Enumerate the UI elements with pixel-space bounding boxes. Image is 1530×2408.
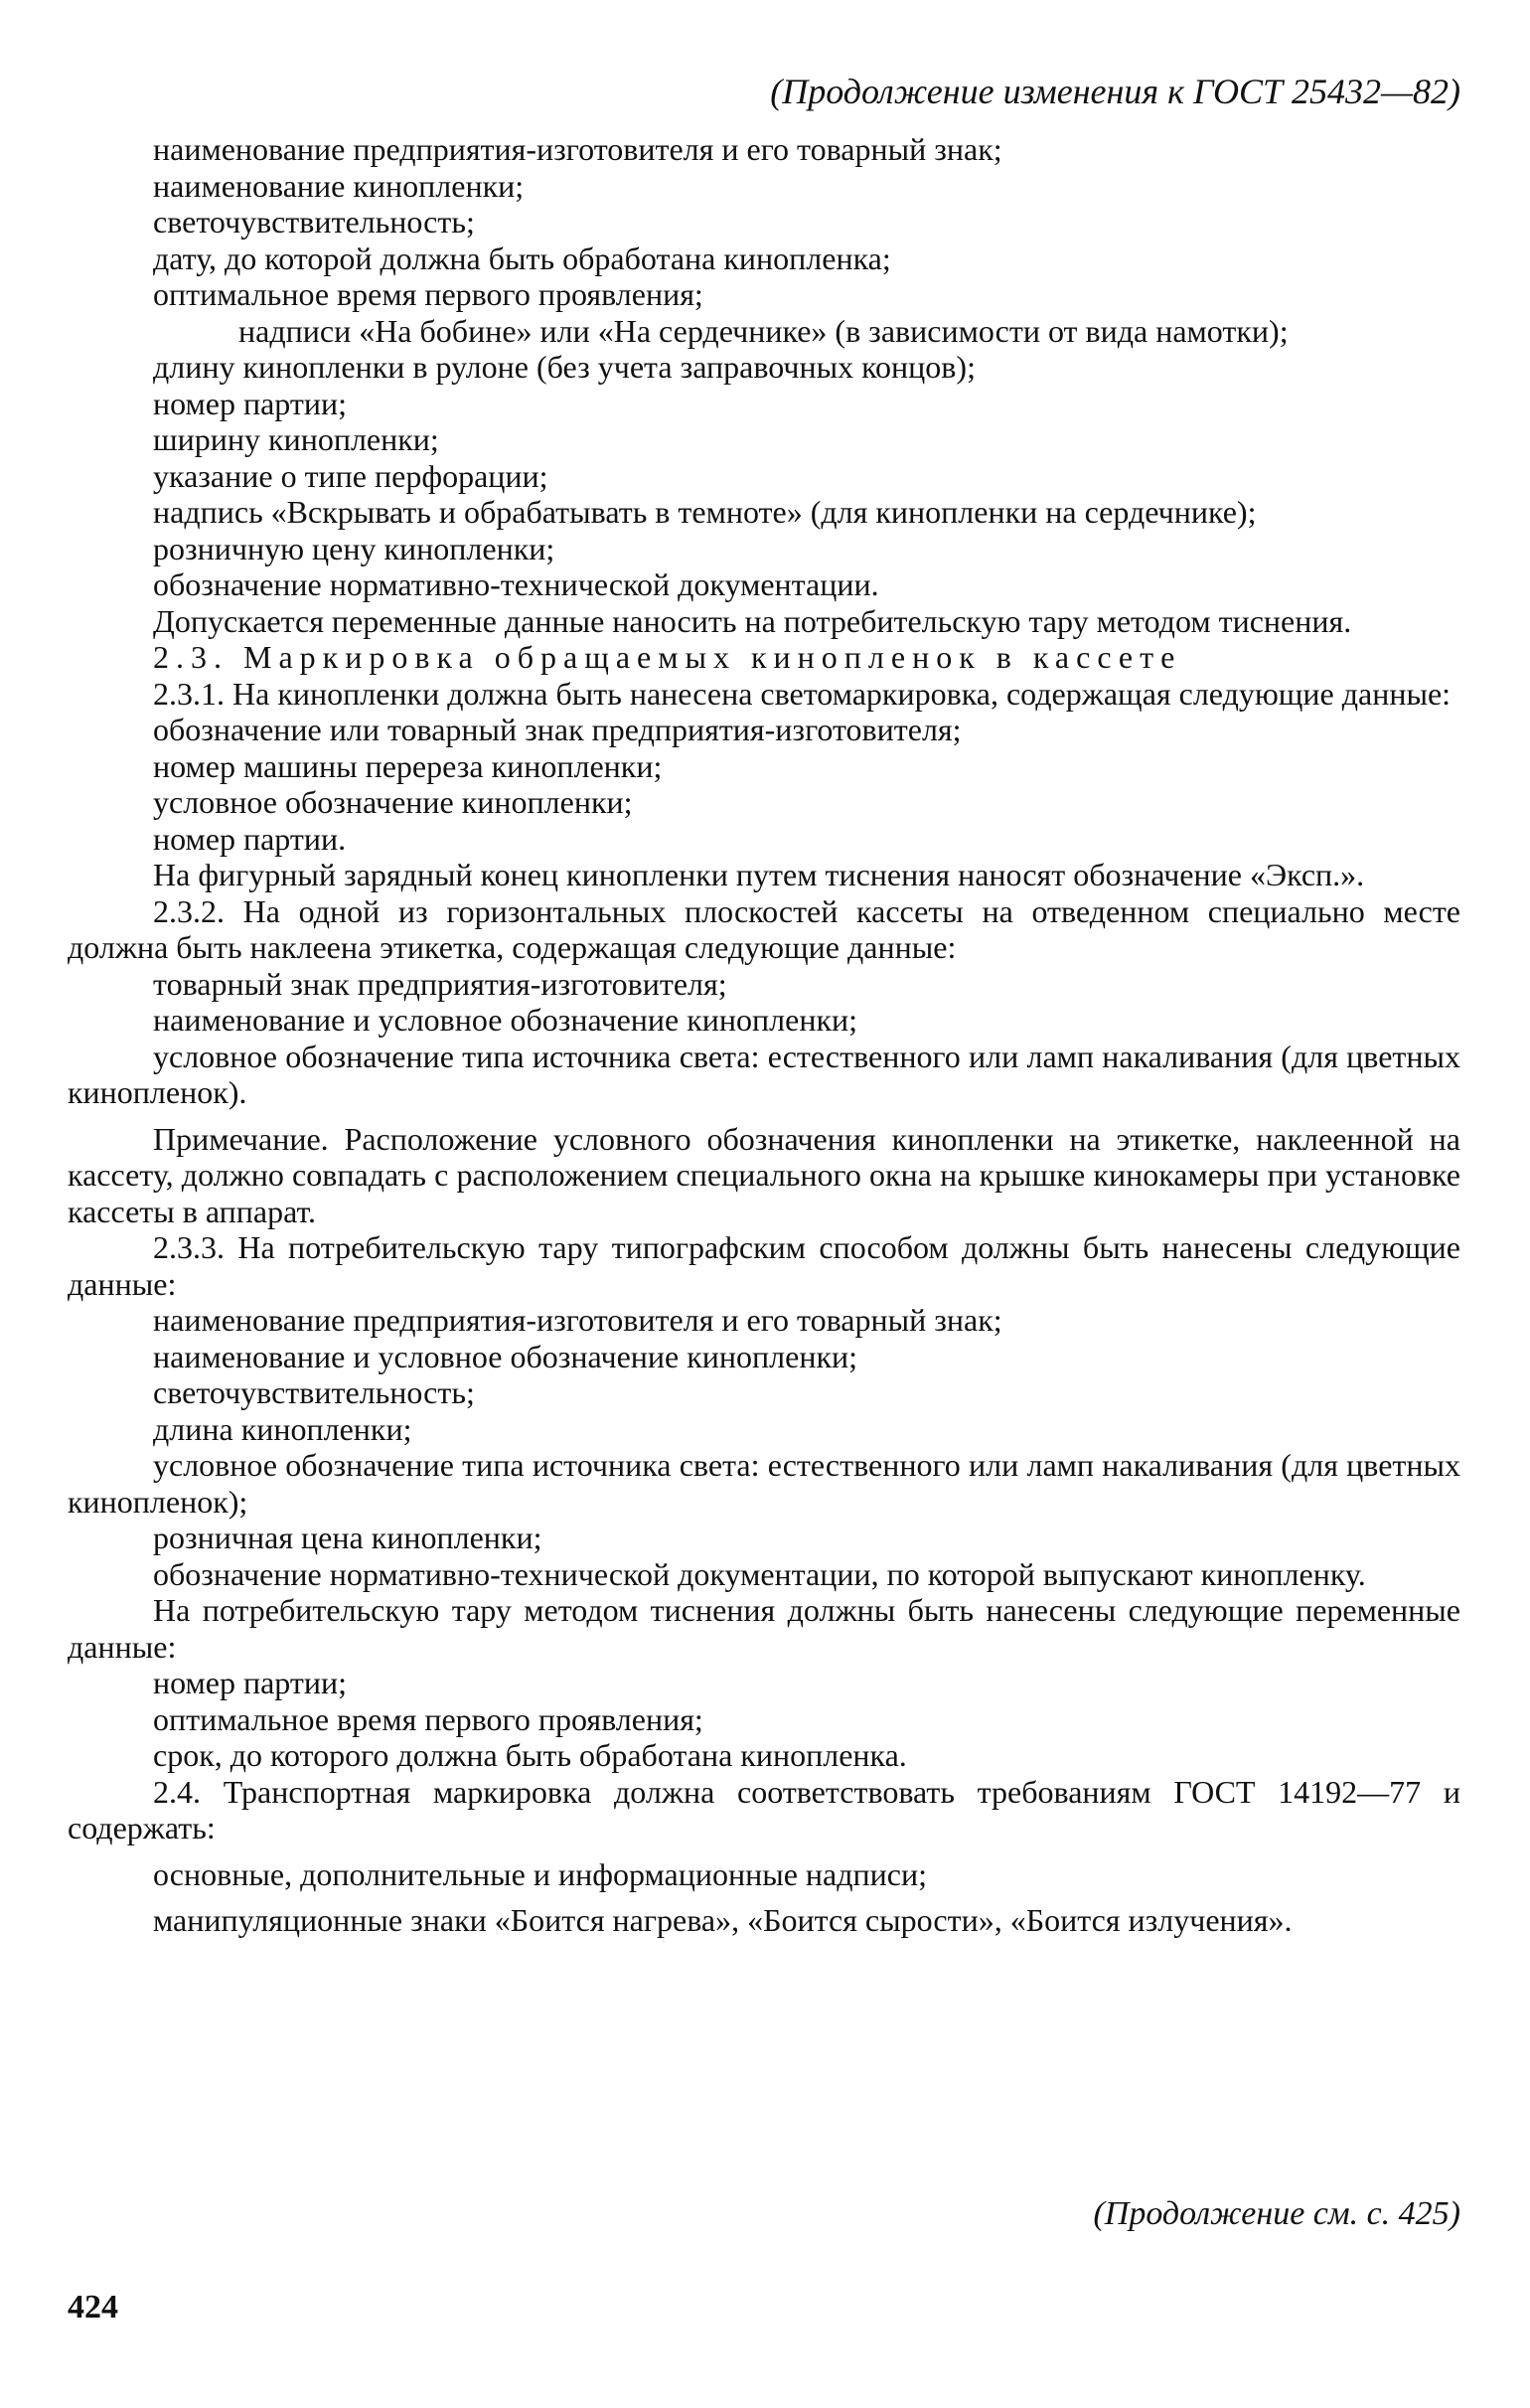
paragraph-intro: 2.3.1. На кинопленки должна быть нанесена светомаркировка, содержащая следующие данные: (153, 675, 1452, 712)
list-item: основные, дополнительные и информационные надписи; (153, 1855, 927, 1892)
section-heading: 2.3. Маркировка обращаемых кинопленок в кассете (153, 639, 1182, 675)
list-item: товарный знак предприятия-изготовителя; (153, 965, 727, 1002)
list-item: обозначение или товарный знак предприятия-изготовителя; (153, 712, 962, 747)
paragraph-note: На потребительскую тару методом тиснения должны быть нанесены следующие переменные данные: (68, 1592, 1460, 1665)
list-item: наименование предприятия-изготовителя и его товарный знак; (153, 131, 1002, 167)
list-item: условное обозначение типа источника света: естественного или ламп накаливания (для цветных кинопленок); (68, 1447, 1460, 1520)
paragraph-intro: 2.3.2. На одной из горизонтальных плоскостей кассеты на отведенном специально месте должна быть наклеена этикетка, содержащая следующие данные: (68, 892, 1460, 965)
list-item: наименование и условное обозначение кинопленки; (153, 1002, 857, 1038)
list-item: наименование предприятия-изготовителя и его товарный знак; (153, 1302, 1002, 1338)
paragraph-note: Допускается переменные данные наносить на потребительскую тару методом тиснения. (153, 602, 1352, 639)
list-item: номер партии; (153, 1665, 347, 1700)
spacer (68, 1111, 1460, 1121)
continuation-header: (Продолжение изменения к ГОСТ 25432—82) (770, 72, 1460, 111)
list-item: оптимальное время первого проявления; (153, 276, 703, 312)
list-item: оптимальное время первого проявления; (153, 1700, 703, 1737)
list-item: светочувствительность; (153, 204, 475, 240)
list-item: длину кинопленки в рулоне (без учета заправочных концов); (153, 349, 976, 385)
paragraph-note: На фигурный зарядный конец кинопленки путем тиснения наносят обозначение «Эксп.». (153, 857, 1365, 892)
list-item: обозначение нормативно-технической документации. (153, 566, 879, 602)
list-item: условное обозначение кинопленки; (153, 784, 633, 820)
list-item: указание о типе перфорации; (153, 457, 548, 494)
continuation-footer: (Продолжение см. с. 425) (1093, 2195, 1460, 2232)
list-item: наименование кинопленки; (153, 167, 525, 204)
list-item: ширину кинопленки; (153, 421, 439, 457)
list-item: светочувствительность; (153, 1374, 475, 1410)
list-item: длина кинопленки; (153, 1410, 412, 1447)
list-item: условное обозначение типа источника света: естественного или ламп накаливания (для цветных кинопленок). (68, 1038, 1460, 1110)
document-body (68, 131, 1460, 1939)
list-item: розничная цена кинопленки; (153, 1520, 542, 1555)
paragraph-intro: 2.3.3. На потребительскую тару типографским способом должны быть нанесены следующие данные: (68, 1229, 1460, 1302)
paragraph-intro: 2.4. Транспортная маркировка должна соответствовать требованиям ГОСТ 14192—77 и содержать: (68, 1773, 1460, 1846)
list-item: манипуляционные знаки «Боится нагрева», «Боится сырости», «Боится излучения». (153, 1902, 1293, 1938)
list-item: номер машины перереза кинопленки; (153, 747, 663, 784)
list-item: обозначение нормативно-технической документации, по которой выпускают кинопленку. (153, 1555, 1366, 1592)
page-number: 424 (68, 2289, 118, 2326)
list-item: надпись «Вскрывать и обрабатывать в темноте» (для кинопленки на сердечнике); (153, 494, 1257, 530)
list-item: номер партии. (153, 820, 347, 857)
spacer (68, 1846, 1460, 1856)
spacer (68, 1892, 1460, 1902)
list-item: дату, до которой должна быть обработана кинопленка; (153, 240, 891, 276)
list-item: надписи «На бобине» или «На сердечнике» (в зависимости от вида намотки); (238, 312, 1289, 349)
list-item: наименование и условное обозначение кинопленки; (153, 1338, 857, 1374)
list-item: розничную цену кинопленки; (153, 530, 555, 566)
list-item: номер партии; (153, 385, 347, 421)
list-item: срок, до которого должна быть обработана кинопленка. (153, 1737, 907, 1773)
remark-note: Примечание. Расположение условного обозначения кинопленки на этикетке, наклеенной на кассету, должно совпадать с расположением специального окна на крышке кинокамеры при установке кассеты в аппарат. (68, 1120, 1460, 1229)
